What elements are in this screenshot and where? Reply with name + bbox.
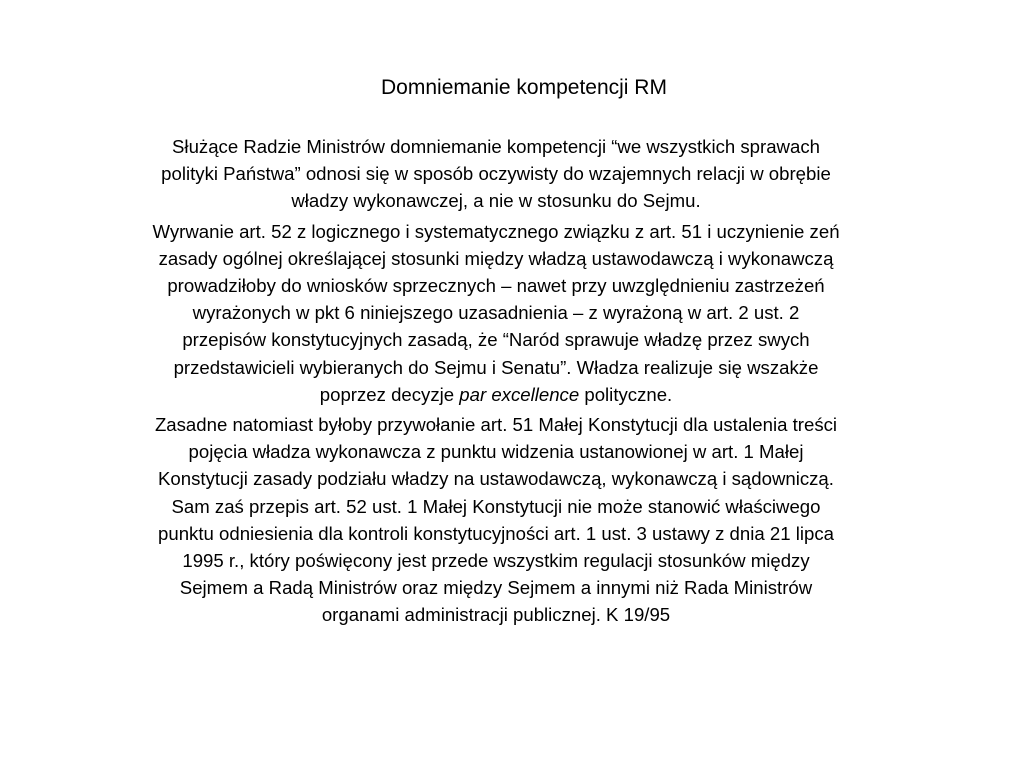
paragraph-2-emphasis: par excellence: [459, 383, 580, 405]
slide-title: Domniemanie kompetencji RM: [381, 76, 667, 99]
paragraph-1: Służące Radzie Ministrów domniemanie kompetencji “we wszystkich sprawach polityki Państwa” odnosi się w sposób oczywisty do wzajemnych relacji w obrębie władzy wykonawczej, a nie w stosunku do Sejmu.: [161, 136, 831, 212]
paragraph-3: Zasadne natomiast byłoby przywołanie art. 51 Małej Konstytucji dla ustalenia treści pojęcia władza wykonawcza z punktu widzenia ustanowionej w art. 1 Małej Konstytucji zasady podziału władzy na ustawodawczą, wykonawczą i sądowniczą. Sam zaś przepis art. 52 ust. 1 Małej Konstytucji nie może stanowić właściwego punktu odniesienia dla kontroli konstytucyjności art. 1 ust. 3 ustawy z dnia 21 lipca 1995 r., który poświęcony jest przede wszystkim regulacji stosunków między Sejmem a Radą Ministrów oraz między Sejmem a innymi niż Rada Ministrów organami administracji publicznej. K 19/95: [154, 414, 838, 626]
paragraph-2-text-after: polityczne.: [579, 383, 673, 405]
paragraph-2: [150, 218, 842, 408]
slide-body: [150, 133, 842, 631]
paragraph-2-text-before: Wyrwanie art. 52 z logicznego i systematycznego związku z art. 51 i uczynienie zeń zasady ogólnej określającej stosunki między władzą ustawodawczą i wykonawczą prowadziłoby do wniosków sprzecznych – nawet przy uwzględnieniu zastrzeżeń wyrażonych w pkt 6 niniejszego uzasadnienia – z wyrażoną w art. 2 ust. 2 przepisów konstytucyjnych zasadą, że “Naród sprawuje władzę przez swych przedstawicieli wybieranych do Sejmu i Senatu”. Władza realizuje się wszakże poprzez decyzje: [152, 220, 840, 405]
